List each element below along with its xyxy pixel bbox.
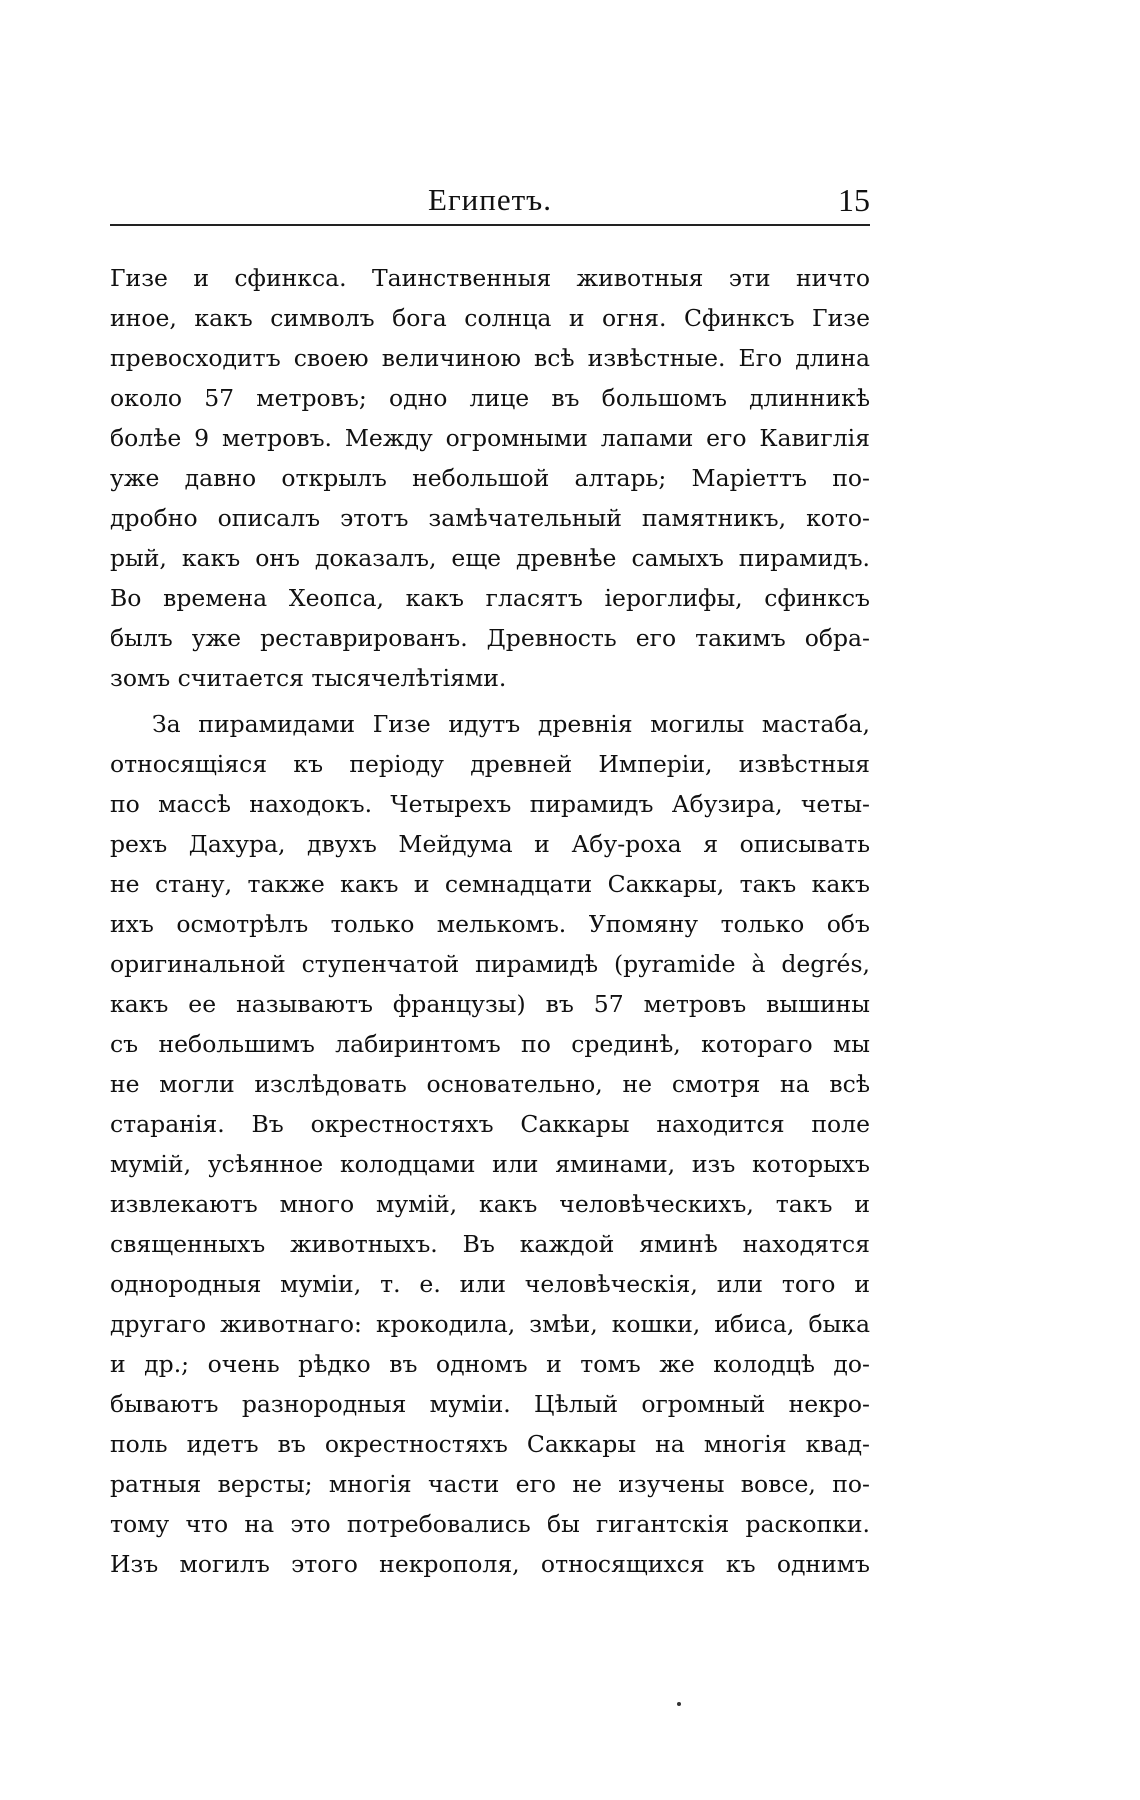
text-line: однородныя муміи, т. е. или человѣческія, или того и: [110, 1270, 870, 1298]
text-line: по массѣ находокъ. Четырехъ пирамидъ Абузира, четы-: [110, 790, 870, 818]
text-line: мумій, усѣянное колодцами или яминами, изъ которыхъ: [110, 1150, 870, 1178]
print-speck: [677, 1702, 681, 1706]
text-line: былъ уже реставрированъ. Древность его такимъ обра-: [110, 624, 870, 652]
text-line: поль идетъ въ окрестностяхъ Саккары на многія квад-: [110, 1430, 870, 1458]
paragraph-1: [110, 258, 870, 698]
text-line: уже давно открылъ небольшой алтарь; Маріеттъ по-: [110, 464, 870, 492]
text-line: какъ ее называютъ французы) въ 57 метровъ вышины: [110, 990, 870, 1018]
text-line: Гизе и сфинкса. Таинственныя животныя эти ничто: [110, 264, 870, 292]
running-title: Египетъ.: [428, 182, 552, 217]
text-line: бываютъ разнородныя муміи. Цѣлый огромный некро-: [110, 1390, 870, 1418]
text-line: болѣе 9 метровъ. Между огромными лапами его Кавиглія: [110, 424, 870, 452]
text-line: тому что на это потребовались бы гигантскія раскопки.: [110, 1510, 870, 1538]
page-number: 15: [838, 182, 870, 218]
text-line: священныхъ животныхъ. Въ каждой яминѣ находятся: [110, 1230, 870, 1258]
header-rule: [110, 224, 870, 226]
text-line: ратныя версты; многія части его не изучены вовсе, по-: [110, 1470, 870, 1498]
text-line: другаго животнаго: крокодила, змѣи, кошки, ибиса, быка: [110, 1310, 870, 1338]
text-line: рехъ Дахура, двухъ Мейдума и Абу-роха я описывать: [110, 830, 870, 858]
text-line: зомъ считается тысячелѣтіями.: [110, 664, 507, 692]
running-head: [110, 180, 870, 226]
text-line: съ небольшимъ лабиринтомъ по срединѣ, котораго мы: [110, 1030, 870, 1058]
text-line: около 57 метровъ; одно лице въ большомъ длинникѣ: [110, 384, 870, 412]
text-line: дробно описалъ этотъ замѣчательный памятникъ, кото-: [110, 504, 870, 532]
text-line: старанія. Въ окрестностяхъ Саккары находится поле: [110, 1110, 870, 1138]
text-body: [110, 258, 870, 1584]
text-line: рый, какъ онъ доказалъ, еще древнѣе самыхъ пирамидъ.: [110, 544, 870, 572]
text-line: превосходитъ своею величиною всѣ извѣстные. Его длина: [110, 344, 870, 372]
text-line: Изъ могилъ этого некрополя, относящихся къ однимъ: [110, 1550, 870, 1578]
text-line: ихъ осмотрѣлъ только мелькомъ. Упомяну только объ: [110, 910, 870, 938]
text-line: иное, какъ символъ бога солнца и огня. Сфинксъ Гизе: [110, 304, 870, 332]
text-line: и др.; очень рѣдко въ одномъ и томъ же колодцѣ до-: [110, 1350, 870, 1378]
text-line: не стану, также какъ и семнадцати Саккары, такъ какъ: [110, 870, 870, 898]
text-line: За пирамидами Гизе идутъ древнія могилы мастаба,: [152, 710, 870, 738]
paragraph-2: [110, 704, 870, 1584]
text-line: оригинальной ступенчатой пирамидѣ (pyramide à degrés,: [110, 950, 870, 978]
text-line: извлекаютъ много мумій, какъ человѣческихъ, такъ и: [110, 1190, 870, 1218]
text-line: не могли изслѣдовать основательно, не смотря на всѣ: [110, 1070, 870, 1098]
text-line: относящіяся къ періоду древней Имперіи, извѣстныя: [110, 750, 870, 778]
text-line: Во времена Хеопса, какъ гласятъ іероглифы, сфинксъ: [110, 584, 870, 612]
